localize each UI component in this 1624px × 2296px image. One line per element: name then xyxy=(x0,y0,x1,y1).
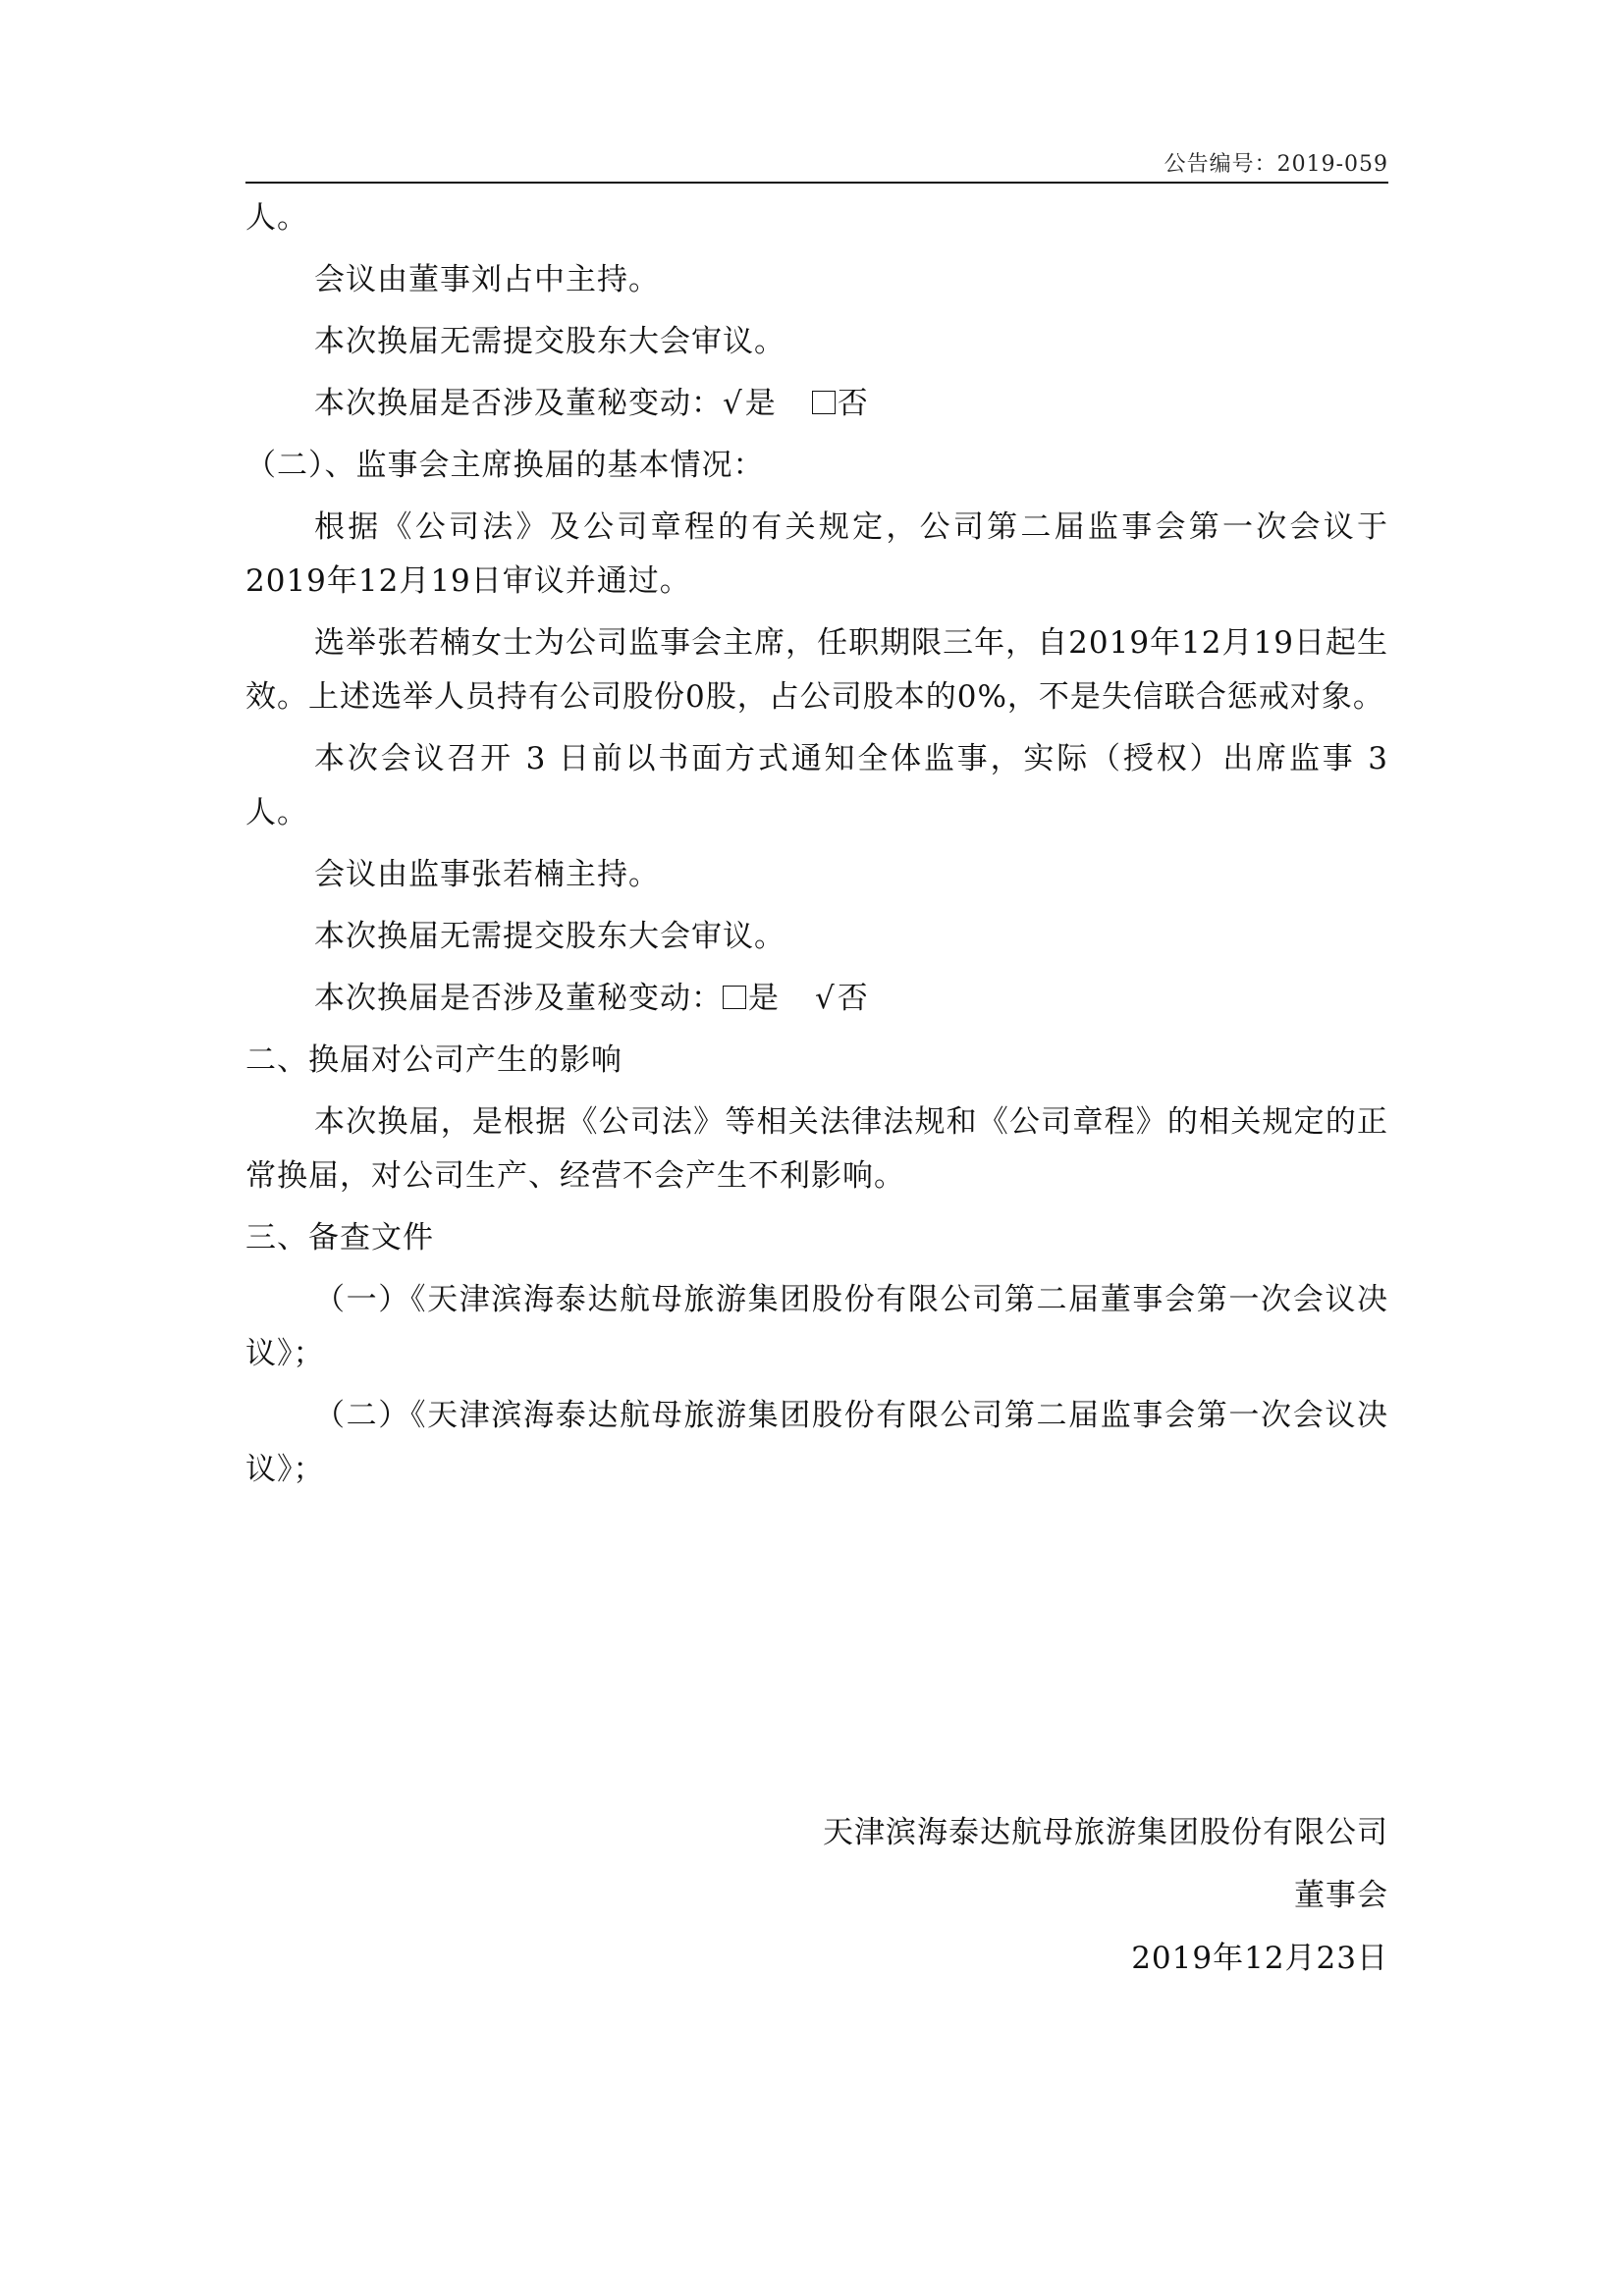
secretary-change-line-supervisory xyxy=(245,972,1388,1026)
paragraph-continuation: 人。 xyxy=(245,200,308,236)
empty-checkbox-icon xyxy=(723,986,746,1009)
check-mark-icon: √ xyxy=(815,981,836,1016)
check-mark-icon: √ xyxy=(723,386,743,421)
paragraph-meeting-notice: 本次会议召开 3 日前以书面方式通知全体监事，实际（授权）出席监事 3人。 xyxy=(245,741,1388,830)
paragraph-no-shareholder-review-supervisory: 本次换届无需提交股东大会审议。 xyxy=(314,919,785,954)
document-body xyxy=(245,191,1388,1505)
option-no: 否 xyxy=(837,981,869,1016)
option-yes: 是 xyxy=(744,386,777,421)
secretary-change-label: 本次换届是否涉及董秘变动： xyxy=(314,386,723,421)
header-rule xyxy=(245,182,1388,184)
signature-block xyxy=(245,1801,1388,1990)
signature-date: 2019年12月23日 xyxy=(1131,1941,1388,1976)
paragraph-no-shareholder-review-board: 本次换届无需提交股东大会审议。 xyxy=(314,324,785,359)
option-yes: 是 xyxy=(748,981,780,1016)
secretary-change-line-board xyxy=(245,377,1388,431)
reference-document-2: （二）《天津滨海泰达航母旅游集团股份有限公司第二届监事会第一次会议决议》； xyxy=(245,1398,1388,1487)
paragraph-impact: 本次换届，是根据《公司法》等相关法律法规和《公司章程》的相关规定的正常换届，对公司生产、经营不会产生不利影响。 xyxy=(245,1104,1388,1194)
paragraph-meeting-host-board: 会议由董事刘占中主持。 xyxy=(314,262,660,297)
option-no: 否 xyxy=(837,386,869,421)
empty-checkbox-icon xyxy=(812,391,836,414)
paragraph-meeting-host-supervisory: 会议由监事张若楠主持。 xyxy=(314,857,660,892)
section-heading-impact: 二、换届对公司产生的影响 xyxy=(245,1042,623,1078)
paragraph-supervisory-election: 选举张若楠女士为公司监事会主席，任职期限三年，自2019年12月19日起生效。上述选举人员持有公司股份0股，占公司股本的0%，不是失信联合惩戒对象。 xyxy=(245,625,1388,715)
paragraph-supervisory-basis: 根据《公司法》及公司章程的有关规定，公司第二届监事会第一次会议于2019年12月19日审议并通过。 xyxy=(245,509,1388,599)
reference-document-1: （一）《天津滨海泰达航母旅游集团股份有限公司第二届董事会第一次会议决议》； xyxy=(245,1282,1388,1371)
section-heading-supervisory: （二）、监事会主席换届的基本情况： xyxy=(245,448,765,483)
signature-company: 天津滨海泰达航母旅游集团股份有限公司 xyxy=(823,1815,1388,1850)
section-heading-documents: 三、备查文件 xyxy=(245,1220,434,1255)
notice-number: 公告编号：2019-059 xyxy=(1164,152,1388,177)
secretary-change-label: 本次换届是否涉及董秘变动： xyxy=(314,981,723,1016)
signature-board: 董事会 xyxy=(1294,1878,1388,1913)
